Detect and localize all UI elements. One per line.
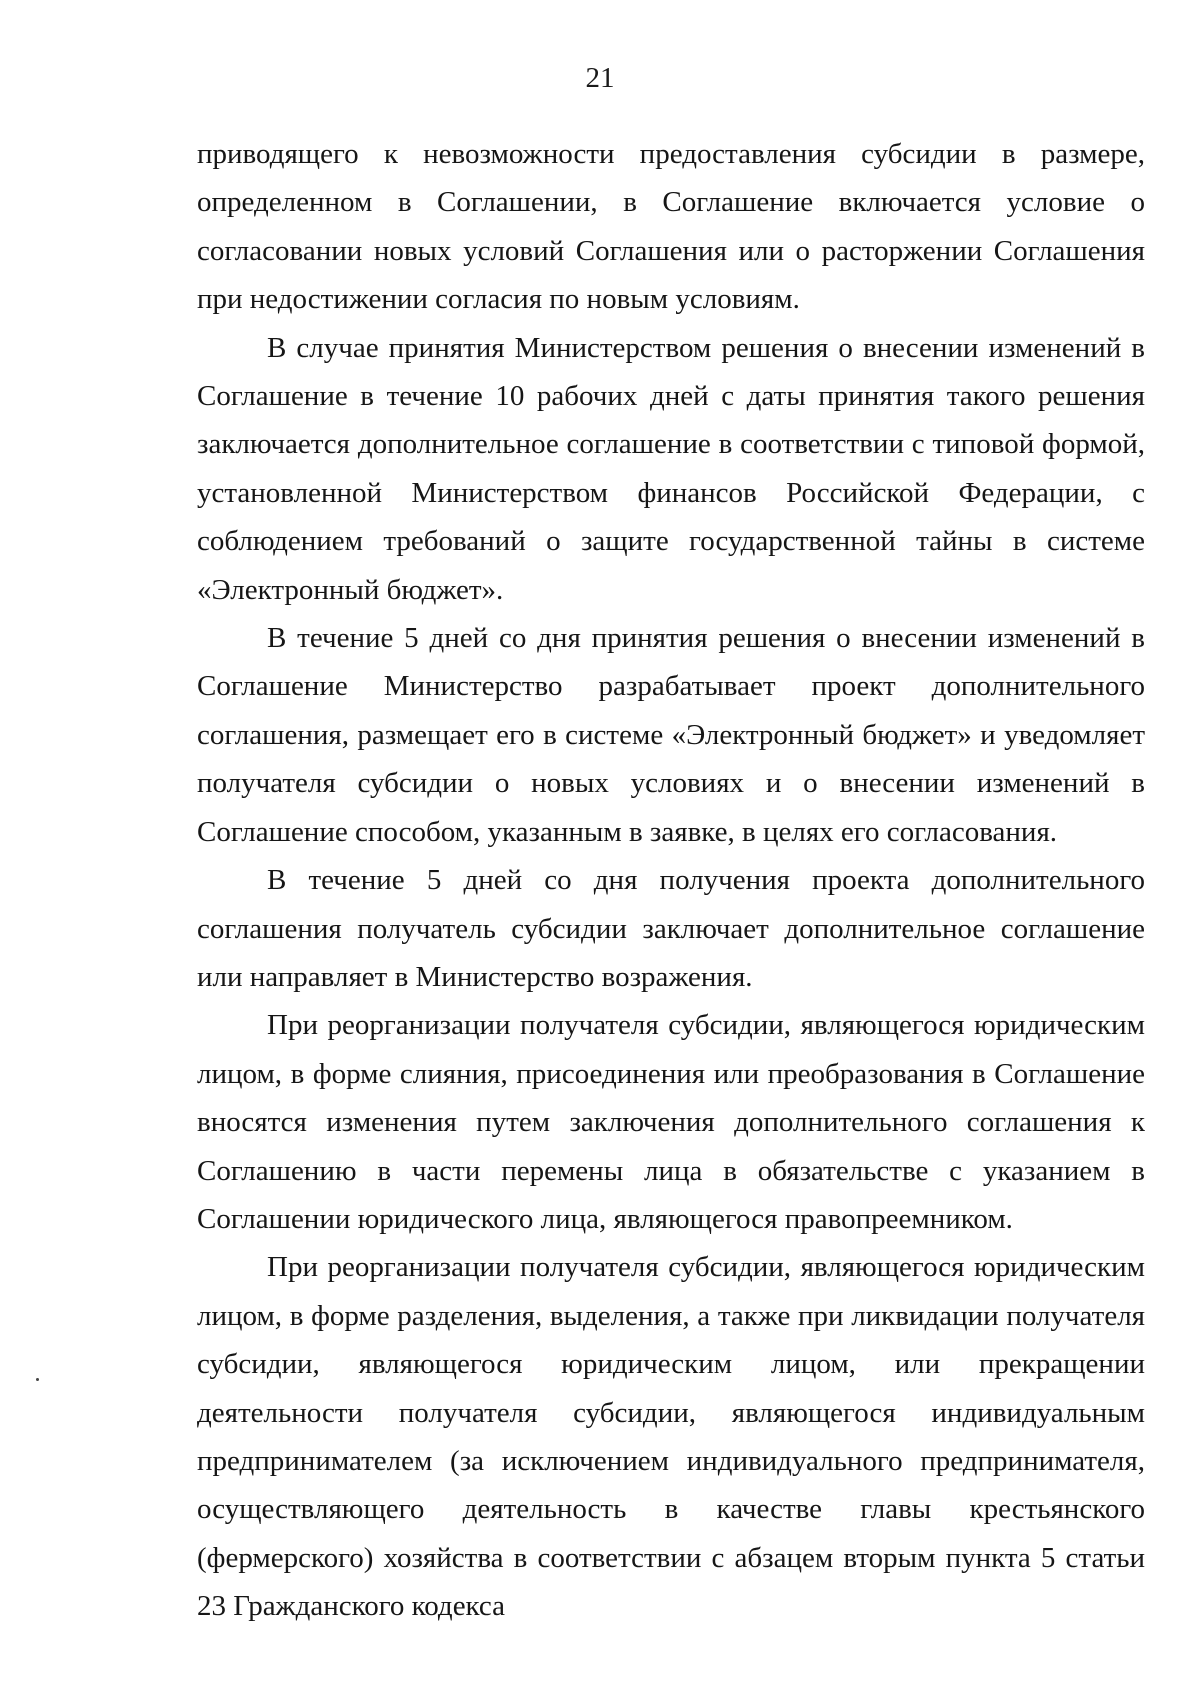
scan-speck: [36, 1378, 39, 1381]
paragraph-amendment-decision: В случае принятия Министерством решения о внесении изменений в Соглашение в течение 10 рабочих дней с даты принятия такого решения заключается дополнительное соглашение в соответствии с типовой формой, установленной Министерством финансов Российской Федерации, с соблюдением требований о защите государственной тайны в системе «Электронный бюджет».: [197, 331, 1145, 606]
page-number: 21: [585, 62, 615, 94]
paragraph-ministry-drafts: В течение 5 дней со дня принятия решения о внесении изменений в Соглашение Министерство разрабатывает проект дополнительного соглашения, размещает его в системе «Электронный бюджет» и уведомляет получателя субсидии о новых условиях и о внесении изменений в Соглашение способом, указанным в заявке, в целях его согласования.: [197, 622, 1145, 848]
paragraph-recipient-response: В течение 5 дней со дня получения проекта дополнительного соглашения получатель субсидии заключает дополнительное соглашение или направляет в Министерство возражения.: [197, 864, 1145, 993]
paragraph-reorganization-division: При реорганизации получателя субсидии, являющегося юридическим лицом, в форме разделения, выделения, а также при ликвидации получателя субсидии, являющегося юридическим лицом, или прекращении деятельности получателя субсидии, являющегося индивидуальным предпринимателем (за исключением индивидуального предпринимателя, осуществляющего деятельность в качестве главы крестьянского (фермерского) хозяйства в соответствии с абзацем вторым пункта 5 статьи 23 Гражданского кодекса: [197, 1251, 1145, 1623]
document-body: [197, 130, 1145, 1631]
paragraph-reorganization-merger: При реорганизации получателя субсидии, являющегося юридическим лицом, в форме слияния, присоединения или преобразования в Соглашение вносятся изменения путем заключения дополнительного соглашения к Соглашению в части перемены лица в обязательстве с указанием в Соглашении юридического лица, являющегося правопреемником.: [197, 1009, 1145, 1235]
paragraph-continuation: приводящего к невозможности предоставления субсидии в размере, определенном в Соглашении, в Соглашение включается условие о согласовании новых условий Соглашения или о расторжении Соглашения при недостижении согласия по новым условиям.: [197, 138, 1145, 316]
